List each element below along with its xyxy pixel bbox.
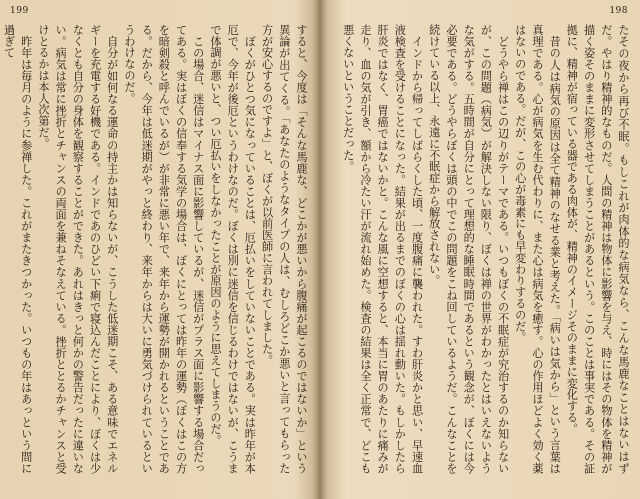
- paragraph: インドから帰ってしばらくした頃、一度腹痛に襲われた。すわ肝炎かと思い、早速血液検査を受けることになった。結果が出るまでのぼくの心は揺れ動いた。もしかしたら肝炎ではなく、胃癌ではないかと。こんな風に空想すると、本当に胃のあたりに痛みが走り、血の気が引き、額から冷たい汗が流れ始めた。検査の結果は全く正常で、どこも悪くないということだった。: [341, 24, 424, 474]
- page-number: 199: [10, 6, 29, 16]
- paragraph: この場合、迷信はマイナス面に影響しているが、迷信がプラス面に影響する場合だってある。実はぼくの信奉する気学の場合は、ぼくにとっては昨年の運勢（ぼくはこの方を暗剣殺と呼んでいるが）が非常に悪い年で、来年から運勢が開かれるということである。だから、今年は低迷期がやっと終わり、来年からは大いに勇気づけられているというわけなのだ。: [122, 24, 205, 474]
- paragraph: どうやら禅はこの辺りがテーマである。いつもぼくの不眠症が究治するのか知らないが、この問題（病気）が解決しない限り、ぼくは禅の世界がわかったとはいえないような気がする。五時間が自分にとって理想的な睡眠時間であるという観念が、ぼくには今必要である。どうやらぼくは頭の中でこの問題をこね回しているようだ。こんなことを続けている以上、永遠に不眠症から解放されない。: [427, 24, 510, 474]
- paragraph: ぼくがひとつ気になっていることは、厄払いをしていないことである。実は昨年が本厄で、今年が後厄というわけなのだ。ぼくは別に迷信を信じるわけではないが、こうまで体調が悪いと、つい厄払いをしなかったことが原因のように思えてしまうのだ。: [208, 24, 257, 474]
- paragraph: 昨年は毎月のように参禅した。これがまたきつかった。いつもの年はあっという間に過ぎて: [2, 24, 33, 474]
- paragraph: すると、今度は「そんな馬鹿な、どこかが悪いから腹痛が起こるのではないか」という異論が出てくる。「あなたのようなタイプの人は、むしろどこか悪いと言ってもらった方が安心するのですよ」と、ぼくが以前医師に言われてしました。: [260, 24, 308, 474]
- paragraph: たその夜から再び不眠。もしこれが肉体的な病気なら、こんな馬鹿なことはないはずだ。やはり精神的なものだ。人間の精神は物体に影響を与え、時にはその物体を精神が描く姿そのままに変形させてしまうことがあるという。このことは事実である。その証拠に、精神が宿っている器である肉体が、精神のイメージそのままに変化する。: [565, 24, 630, 474]
- paragraph: 昔の人は病気の原因は全て精神のなせる業と考えた。「病いは気から」という言葉は真理である。心が病気を生む代わりに、また心は病気を癒す。心の作用ほどよく効く薬はないのである。だが、この心が毒素にも早変わりするのだ。: [513, 24, 562, 474]
- left-page: [0, 0, 318, 499]
- page-body-text: [2, 24, 310, 474]
- page-number: 198: [609, 6, 628, 16]
- paragraph: 自分が如何なる運命の持主かは知らないが、こうした低迷期こそ、ある意味でエネルギーを充電する好機である。インドであのひどい下痢で寝込んだことにより、ぼくは少なくとも自分の身体を観察することができた。あれはきっと何かの警告だったに違いない。病気は常に挫折とチャンスの両面を兼ねそなえている。挫折ととるかチャンスと受けとるかは本人次第だ。: [36, 24, 119, 474]
- page-body-text: [324, 24, 632, 474]
- right-page: [322, 0, 640, 499]
